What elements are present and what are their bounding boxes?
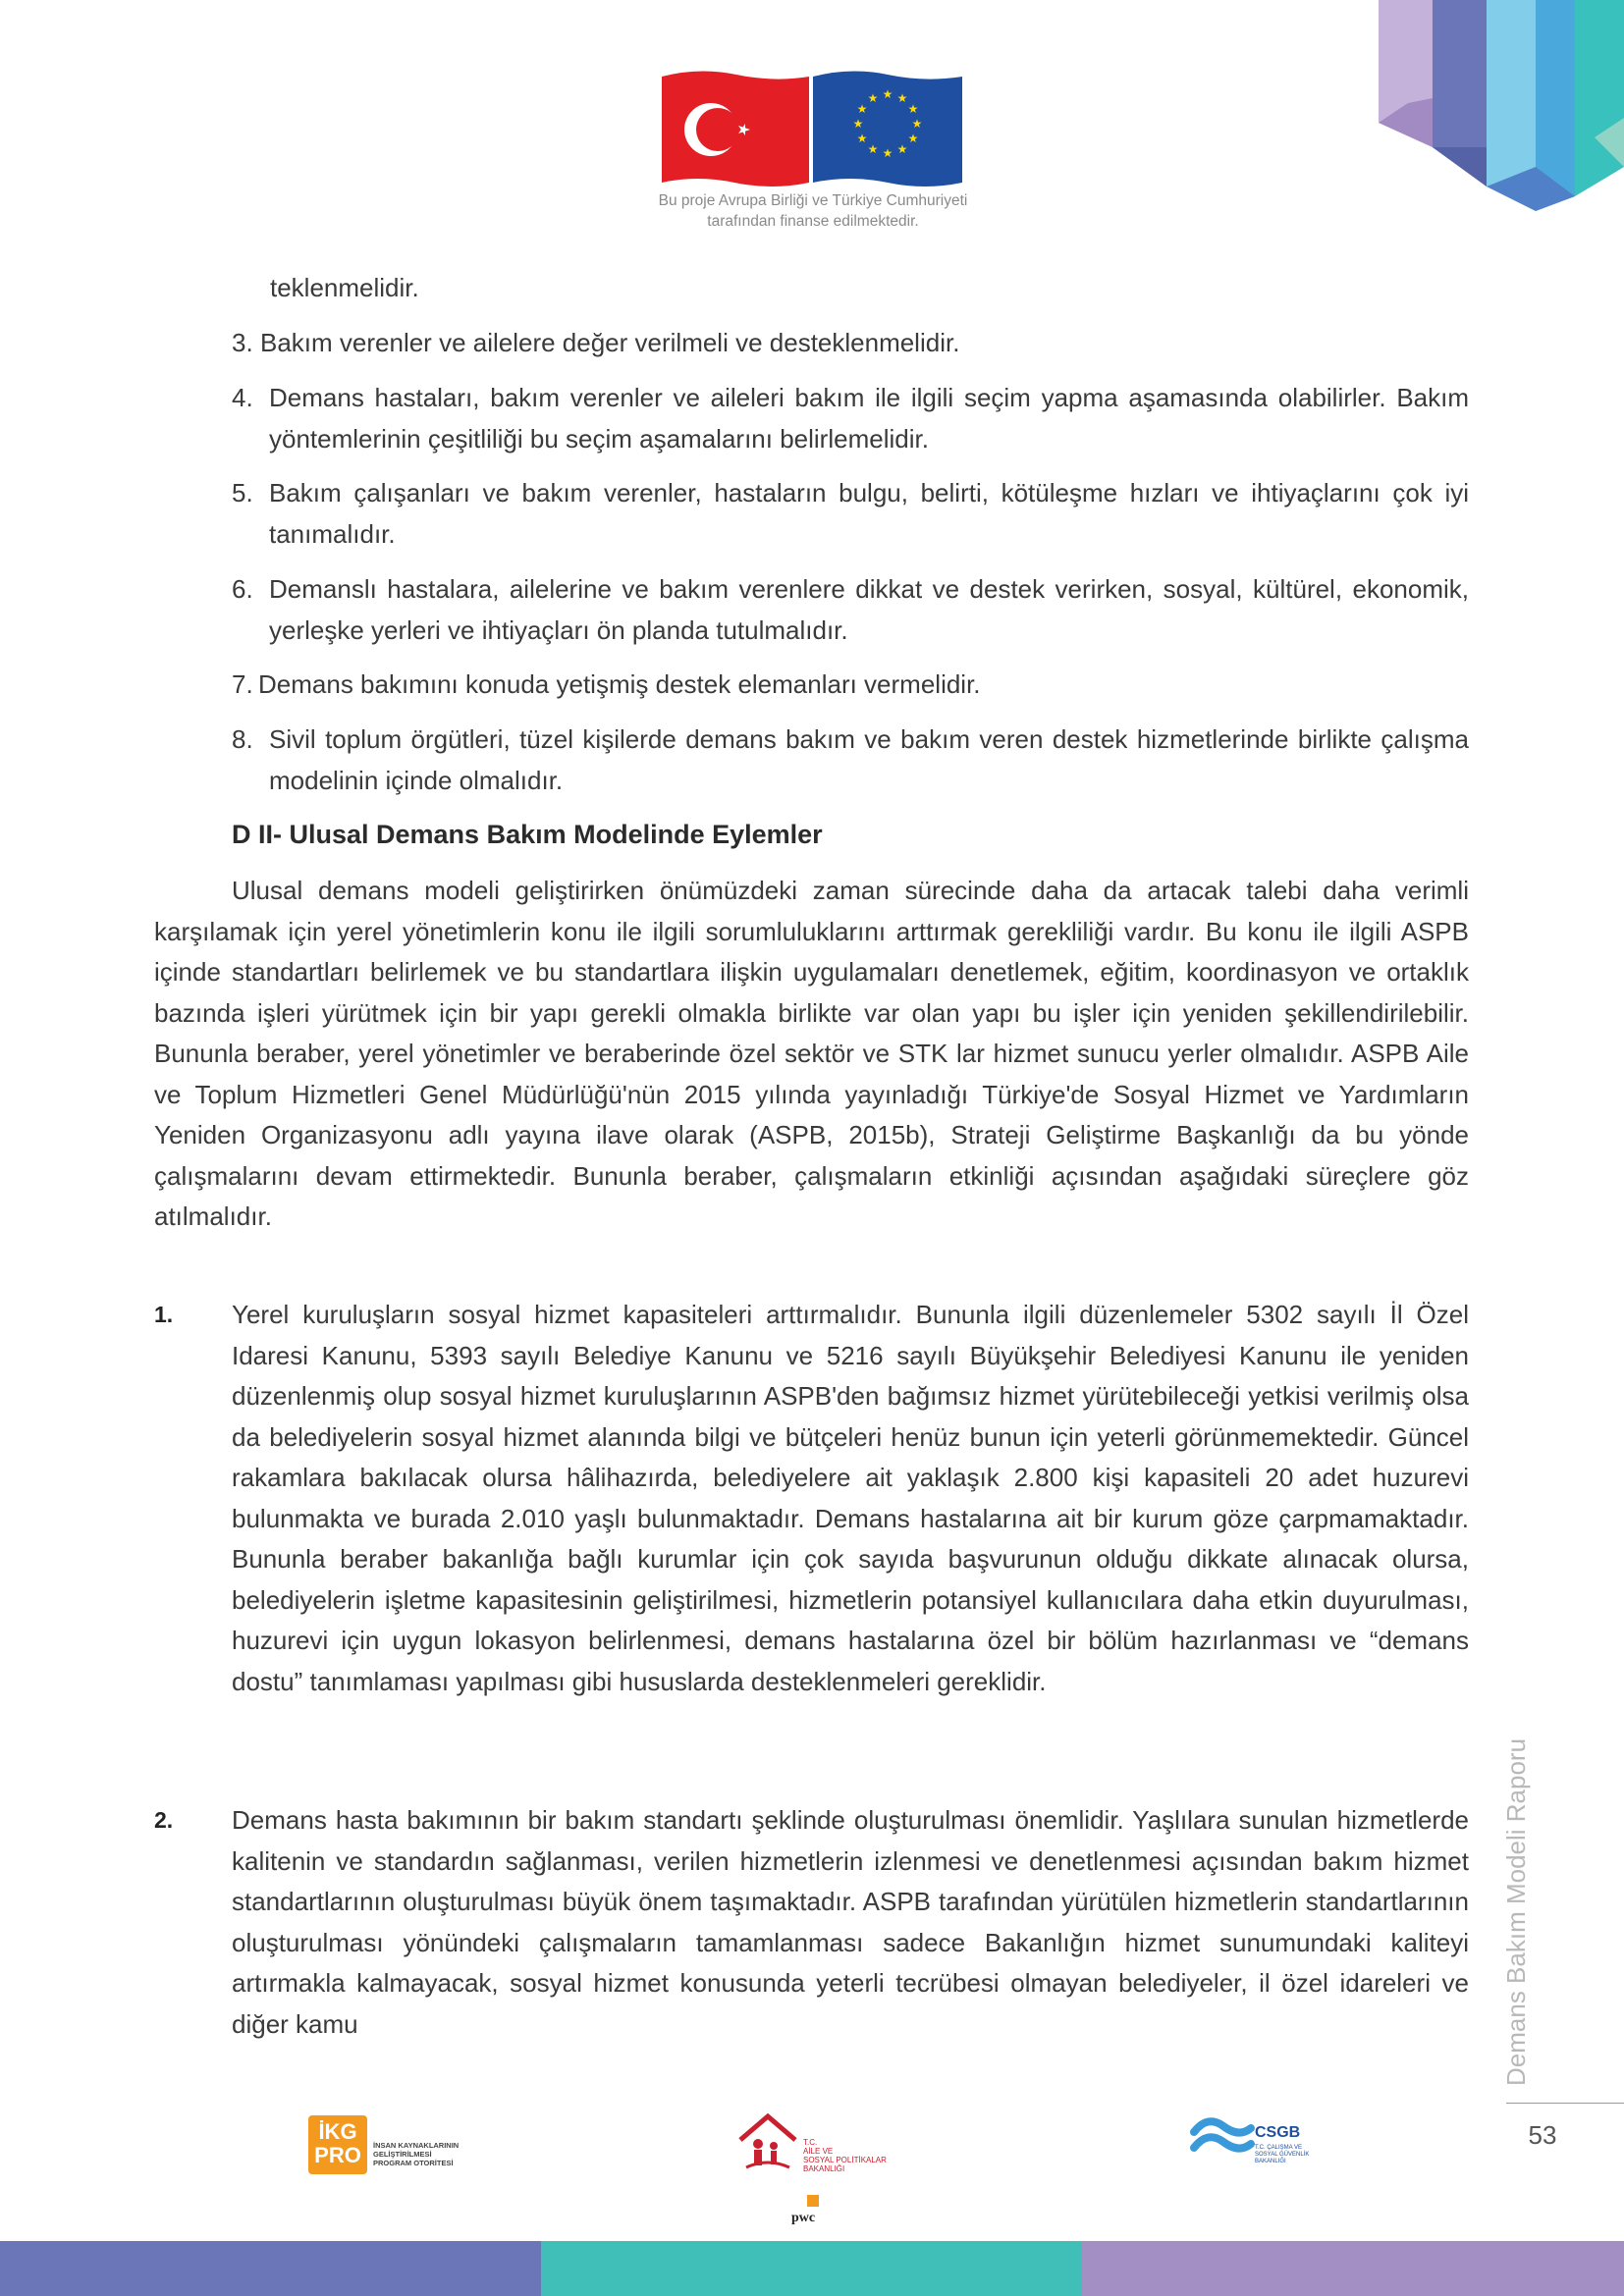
aspb-text-line2: AİLE VE bbox=[803, 2147, 834, 2156]
corner-decoration bbox=[1379, 0, 1624, 236]
svg-text:★: ★ bbox=[867, 91, 879, 105]
principle-text: Bakım verenler ve ailelere değer verilmeli ve desteklenmelidir. bbox=[260, 328, 960, 357]
aspb-text-line3: SOSYAL POLİTİKALAR bbox=[803, 2156, 887, 2164]
ikg-mark-line2: PRO bbox=[314, 2143, 361, 2167]
intro-paragraph: Ulusal demans modeli geliştirirken önümüzdeki zaman sürecinde daha da artacak talebi daha verimli karşılamak için yerel yönetimlerin konu ile ilgili sorumluluklarını arttırmak gerekliliği vardır. Bu konu ile ilgili ASPB içinde standartları belirlemek ve bu standartlara ilişkin uygulamaları denetlemek, eğitim, koordinasyon ve ortaklık bazında işleri yürütmek için bir yapı gerekli olmakla birlikte var olan yapı bu işler için yeniden şekillendirilebilir. Bununla beraber, yerel yönetimler ve beraberinde özel sektör ve STK lar hizmet sunucu yerler olmalıdır. ASPB Aile ve Toplum Hizmetleri Genel Müdürlüğü'nün 2015 yılında yayınladığı Türkiye'de Sosyal Hizmet ve Yardımların Yeniden Organizasyonu adlı yayına ilave olarak (ASPB, 2015b), Strateji Geliştirme Başkanlığı da bu yönde çalışmalarını devam ettirmektedir. Bununla beraber, çalışmaların etkinliği açısından aşağıdaki süreçlere göz atılmalıdır. bbox=[154, 876, 1469, 1231]
ikg-text-line2: GELİŞTİRİLMESİ bbox=[373, 2150, 432, 2159]
csgb-logo bbox=[1188, 2112, 1326, 2176]
bar-segment-right bbox=[1082, 2241, 1624, 2296]
eu-turkey-flags-logo bbox=[660, 67, 964, 188]
action-item bbox=[154, 1800, 1469, 2046]
bar-segment-left bbox=[0, 2241, 541, 2296]
svg-text:★: ★ bbox=[852, 117, 864, 131]
bottom-color-bar bbox=[0, 2241, 1624, 2296]
ikg-text-line1: İNSAN KAYNAKLARININ bbox=[373, 2141, 460, 2150]
principle-number: 4. bbox=[232, 383, 253, 412]
svg-text:★: ★ bbox=[896, 142, 908, 156]
principle-number: 8. bbox=[232, 724, 253, 754]
principle-number: 6. bbox=[232, 574, 253, 604]
principle-text: Bakım çalışanları ve bakım verenler, hastaların bulgu, belirti, kötüleşme hızları ve ihtiyaçlarını çok iyi tanımalıdır. bbox=[269, 478, 1469, 549]
principle-item bbox=[232, 378, 1469, 459]
continuation-text: teklenmelidir. bbox=[270, 273, 419, 302]
principle-item bbox=[232, 569, 1469, 651]
action-number: 2. bbox=[154, 1807, 174, 1833]
principle-item bbox=[232, 473, 1469, 555]
aspb-house-icon bbox=[736, 2110, 799, 2173]
principle-item bbox=[232, 665, 1469, 706]
principle-text: Sivil toplum örgütleri, tüzel kişilerde demans bakım ve bakım veren destek hizmetlerinde birlikte çalışma modelinin içinde olmalıdır. bbox=[269, 724, 1469, 795]
csgb-text-line3: BAKANLIĞI bbox=[1255, 2159, 1286, 2164]
csgb-mark: CSGB bbox=[1255, 2124, 1301, 2141]
svg-text:★: ★ bbox=[882, 87, 893, 101]
principle-number: 5. bbox=[232, 478, 253, 507]
principle-text: Demans hastaları, bakım verenler ve aileleri bakım ile ilgili seçim yapma aşamasında olabilirler. Bakım yöntemlerinin çeşitliliği bu seçim aşamalarını belirlemelidir. bbox=[269, 383, 1469, 454]
svg-text:★: ★ bbox=[911, 117, 923, 131]
funding-caption-line2: tarafından finanse edilmektedir. bbox=[707, 213, 919, 230]
funding-caption-line1: Bu proje Avrupa Birliği ve Türkiye Cumhuriyeti bbox=[658, 192, 968, 209]
svg-text:★: ★ bbox=[882, 146, 893, 160]
principle-text: Demans bakımını konuda yetişmiş destek elemanları vermelidir. bbox=[258, 669, 981, 699]
ikg-mark-line1: İKG bbox=[318, 2119, 357, 2144]
csgb-text-line1: T.C. ÇALIŞMA VE bbox=[1255, 2145, 1303, 2151]
aspb-logo bbox=[736, 2110, 903, 2179]
pwc-mark bbox=[807, 2195, 819, 2207]
csgb-wave-icon bbox=[1188, 2112, 1255, 2160]
principle-text: Demanslı hastalara, ailelerine ve bakım verenlere dikkat ve destek verirken, sosyal, kültürel, ekonomik, yerleşke yerleri ve ihtiyaçları ön planda tutulmalıdır. bbox=[269, 574, 1469, 645]
principle-number: 7. bbox=[232, 669, 253, 699]
principle-item bbox=[232, 323, 1469, 364]
report-side-title: Demans Bakım Modeli Raporu bbox=[1501, 1737, 1531, 2086]
principle-item bbox=[232, 720, 1469, 801]
side-divider bbox=[1506, 2103, 1624, 2104]
svg-text:★: ★ bbox=[856, 132, 868, 145]
funding-caption bbox=[589, 190, 1037, 232]
ikg-pro-logo bbox=[308, 2115, 485, 2174]
svg-text:★: ★ bbox=[907, 102, 919, 116]
action-number: 1. bbox=[154, 1302, 174, 1327]
pwc-text: pwc bbox=[791, 2211, 816, 2225]
svg-text:★: ★ bbox=[907, 132, 919, 145]
ikg-text-line3: PROGRAM OTORİTESİ bbox=[373, 2159, 454, 2167]
svg-text:★: ★ bbox=[856, 102, 868, 116]
action-item bbox=[154, 1295, 1469, 1786]
section-heading: D II- Ulusal Demans Bakım Modelinde Eylemler bbox=[232, 820, 823, 849]
pwc-logo bbox=[785, 2195, 825, 2228]
page-number: 53 bbox=[1528, 2120, 1557, 2150]
aspb-text-line1: T.C. bbox=[803, 2138, 818, 2147]
bar-segment-middle bbox=[541, 2241, 1082, 2296]
ikg-pro-mark bbox=[308, 2115, 367, 2174]
csgb-text-line2: SOSYAL GÜVENLİK bbox=[1255, 2152, 1310, 2158]
action-text: Yerel kuruluşların sosyal hizmet kapasiteleri arttırmalıdır. Bununla ilgili düzenlemeler 5302 sayılı İl Özel Idaresi Kanunu, 5393 sayılı Belediye Kanunu ve 5216 sayılı Büyükşehir Belediyesi Kanunu ile yeniden düzenlenmiş olup sosyal hizmet kuruluşlarının ASPB'den bağımsız hizmet yürütebileceği yetkisi verilmiş olsa da belediyelerin sosyal hizmet alanında bilgi ve bütçeleri henüz bunun için yeterli görünmemektedir. Güncel rakamlara bakılacak olursa hâlihazırda, belediyelere ait yaklaşık 2.800 kişi kapasiteli 20 adet huzurevi bulunmakta ve burada 2.010 yaşlı bulunmaktadır. Demans hastalarına ait bir kurum göze çarpmamaktadır. Bununla beraber bakanlığa bağlı kurumlar için çok sayıda başvurunun olduğu dikkate alınacak olursa, belediyelerin işletme kapasitesinin geliştirilmesi, hizmetlerin potansiyel kullanıcılara daha etkin duyurulması, huzurevi için uygun lokasyon belirlenmesi, demans hastalarına özel bir bölüm hazırlanması ve “demans dostu” tanımlaması yapılması gibi hususlarda desteklenmeleri gereklidir. bbox=[232, 1300, 1469, 1696]
svg-text:★: ★ bbox=[867, 142, 879, 156]
aspb-text-line4: BAKANLIĞI bbox=[803, 2164, 845, 2173]
principle-number: 3. bbox=[232, 328, 253, 357]
action-text: Demans hasta bakımının bir bakım standartı şeklinde oluşturulması önemlidir. Yaşlılara sunulan hizmetlerde kalitenin ve standardın sağlanması, verilen hizmetlerin izlenmesi ve denetlenmesi açısından bakım hizmet standartlarının oluşturulması büyük önem taşımaktadır. ASPB tarafından yürütülen hizmetlerin standartlarının oluşturulması yönündeki çalışmaların tamamlanması sadece Bakanlığın hizmet sunumundaki kaliteyi artırmakla kalmayacak, sosyal hizmet konusunda yeterli tecrübesi olmayan belediyeler, il özel idareleri ve diğer kamu bbox=[232, 1805, 1469, 2039]
svg-text:★: ★ bbox=[896, 91, 908, 105]
